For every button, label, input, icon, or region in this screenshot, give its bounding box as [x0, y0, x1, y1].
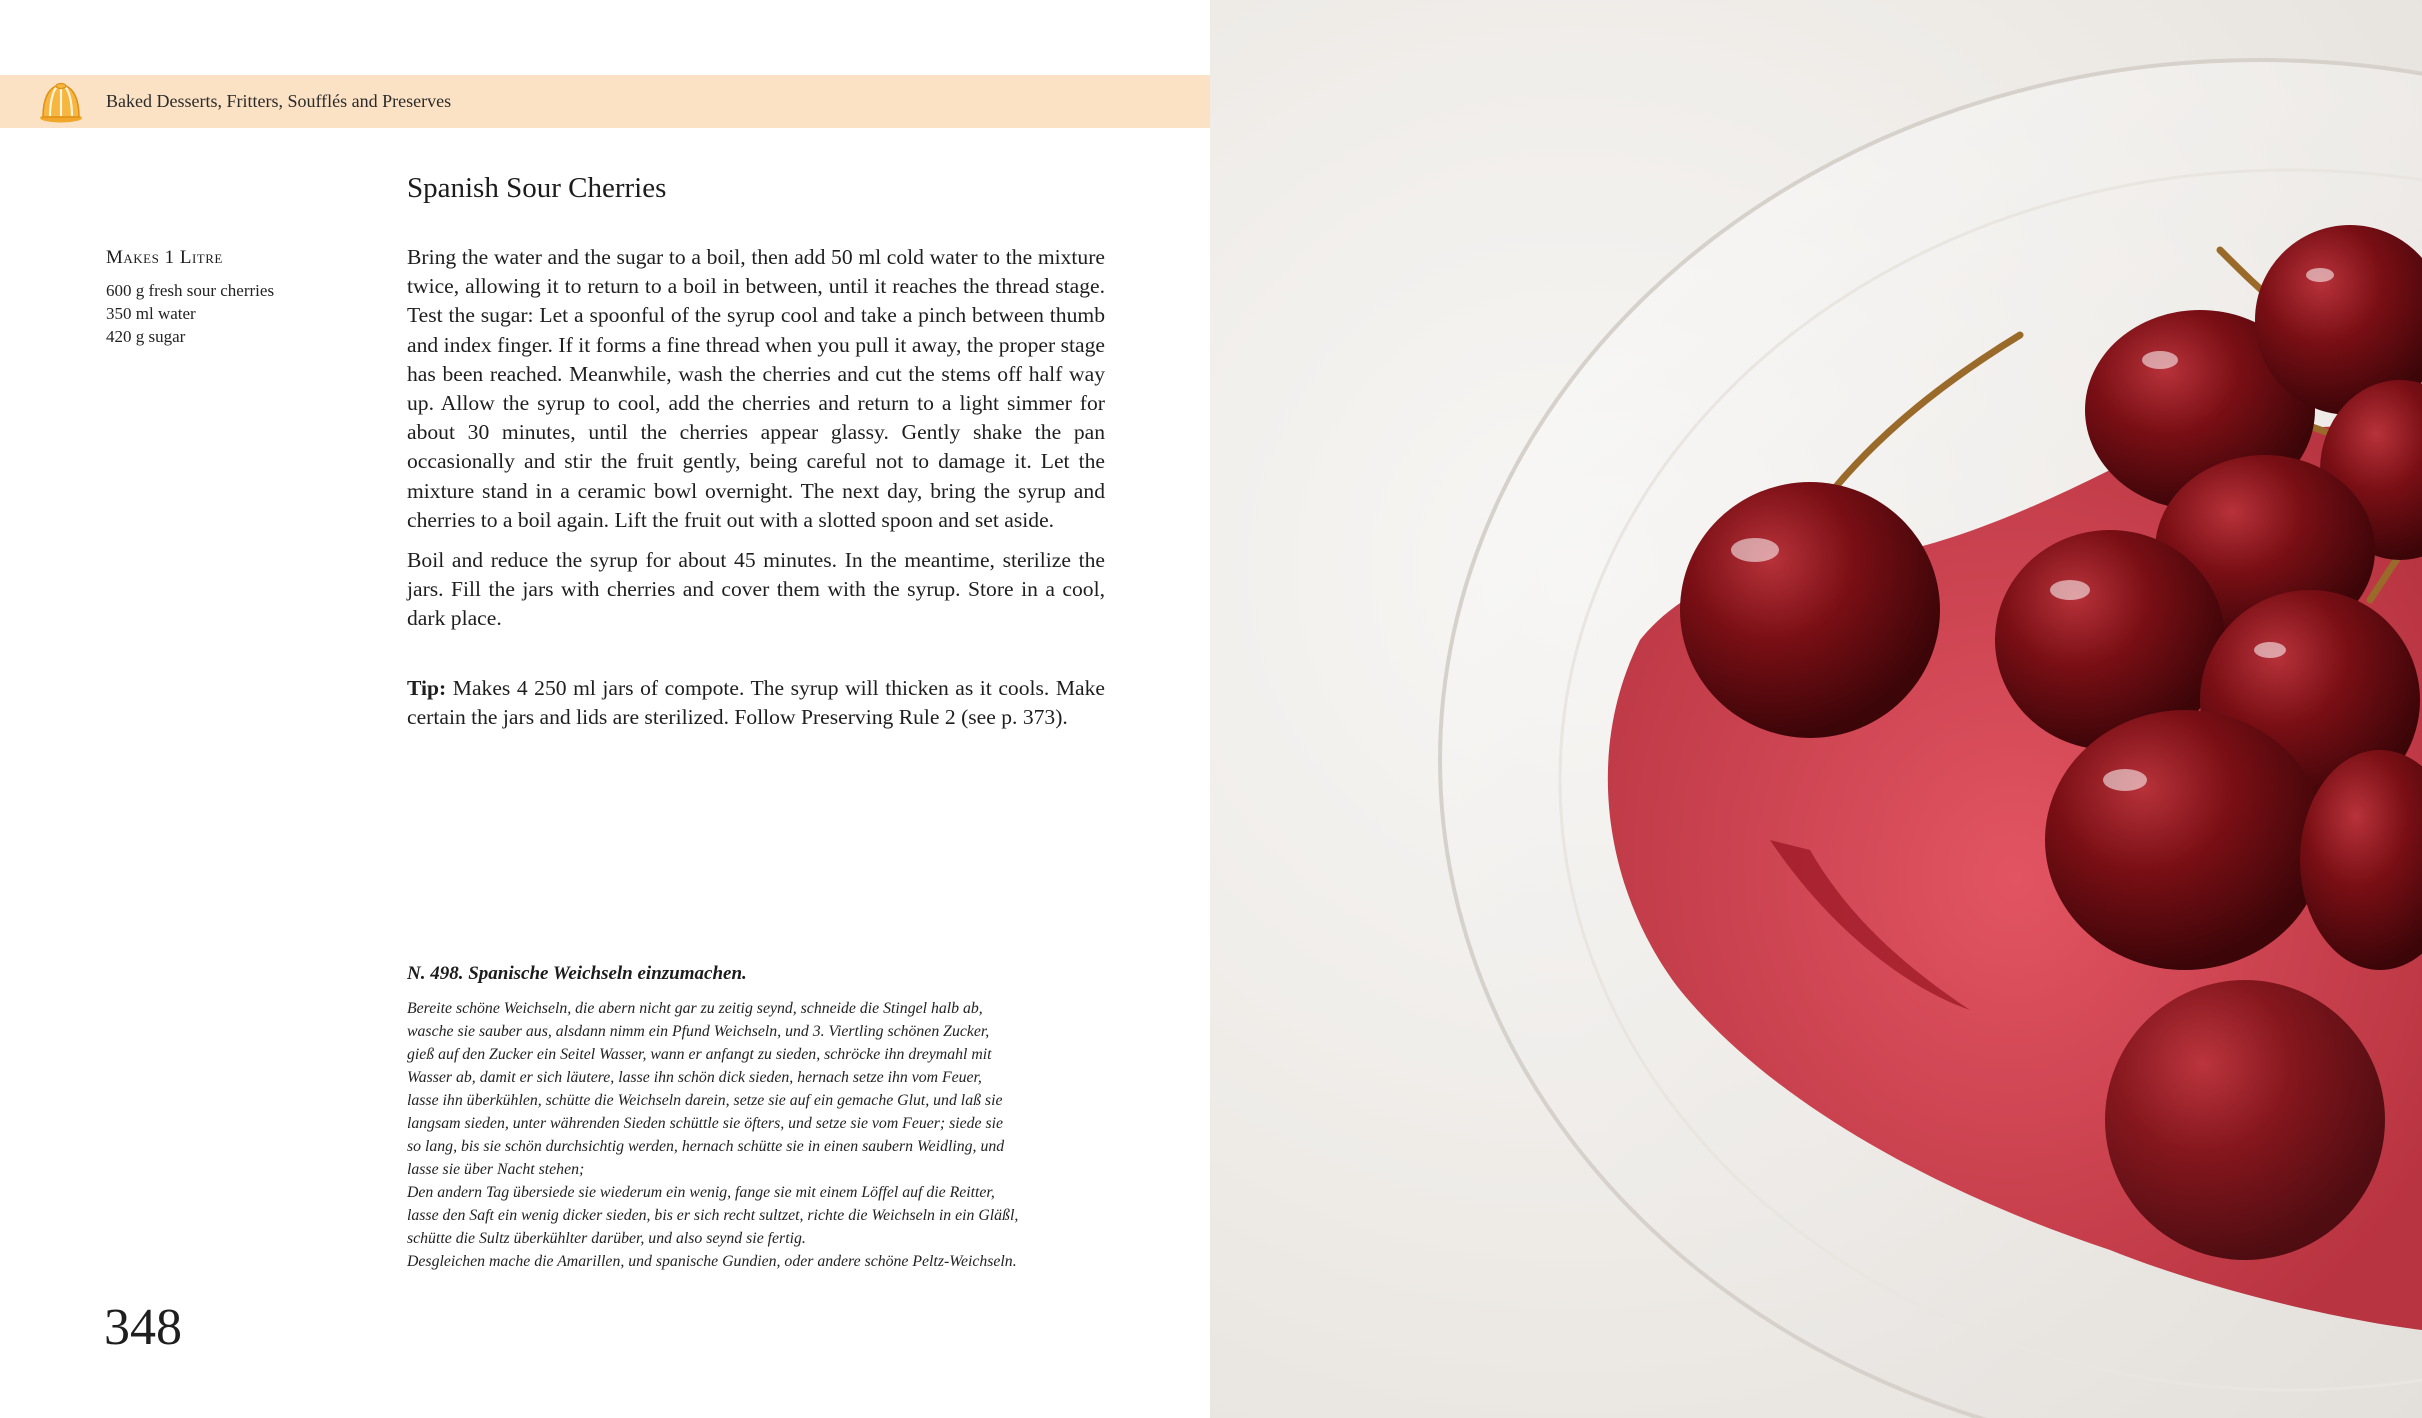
historic-line: Bereite schöne Weichseln, die abern nicht gar zu zeitig seynd, schneide die Stingel halb ab, [407, 1000, 983, 1017]
cherry [2105, 980, 2385, 1260]
recipe-title: Spanish Sour Cherries [407, 172, 667, 204]
historic-line: wasche sie sauber aus, alsdann nimm ein Pfund Weichseln, und 3. Viertling schönen Zucker, [407, 1023, 990, 1040]
page-number: 348 [104, 1299, 182, 1356]
historic-recipe [407, 963, 1105, 1273]
recipe-tip [407, 674, 1105, 732]
historic-line: lasse sie über Nacht stehen; [407, 1161, 585, 1178]
historic-line: schütte die Sultz überkühlter darüber, und also seynd sie fertig. [407, 1230, 806, 1247]
historic-line: so lang, bis sie schön durchsichtig werden, hernach schütte sie in einen saubern Weidling, und [407, 1138, 1005, 1155]
method-paragraph: Bring the water and the sugar to a boil, then add 50 ml cold water to the mixture twice, allowing it to return to a boil in between, until it reaches the thread stage. Test the sugar: Let a spoonful of the syrup cool and take a pinch between thumb and index finger. If it forms a fine thread when you pull it away, the proper stage has been reached. Meanwhile, wash the cherries and cut the stems off half way up. Allow the syrup to cool, add the cherries and return to a light simmer for about 30 minutes, until the cherries appear glassy. Gently shake the pan occasionally and stir the fruit gently, being careful not to damage it. Let the mixture stand in a ceramic bowl overnight. The next day, bring the syrup and cherries to a boil again. Lift the fruit out with a slotted spoon and set aside. [407, 245, 1105, 532]
historic-line: Den andern Tag übersiede sie wiederum ein wenig, fange sie mit einem Löffel auf die Reitter, [407, 1184, 995, 1201]
recipe-method [407, 243, 1105, 743]
ingredient-item: 420 g sugar [106, 327, 186, 346]
recipe-yield: Makes 1 Litre [106, 247, 223, 268]
running-header [0, 75, 1210, 128]
historic-line: langsam sieden, unter währenden Sieden schüttle sie öfters, und setze sie vom Feuer; siede sie [407, 1115, 1004, 1132]
historic-line: lasse den Saft ein wenig dicker sieden, bis er sich recht sultzet, richte die Weichseln in ein Gläßl, [407, 1207, 1019, 1224]
cherry-photo [1210, 0, 2422, 1418]
ingredient-list [106, 279, 336, 348]
ingredients-sidebar [106, 247, 336, 348]
historic-line: lasse ihn überkühlen, schütte die Weichseln darein, setze sie auf ein gemache Glut, und laß sie [407, 1092, 1003, 1109]
left-page [0, 0, 1210, 1418]
historic-line: Desgleichen mache die Amarillen, und spanische Gundien, oder andere schöne Peltz-Weichseln. [407, 1253, 1017, 1270]
historic-line: Wasser ab, damit er sich läutere, lasse ihn schön dick sieden, hernach setze ihn vom Feuer, [407, 1069, 982, 1086]
cherry [1680, 482, 1940, 738]
ingredient-item: 600 g fresh sour cherries [106, 281, 275, 300]
historic-title: N. 498. Spanische Weichseln einzumachen. [407, 963, 747, 984]
tip-label: Tip: [407, 675, 447, 700]
tip-text: Makes 4 250 ml jars of compote. The syrup will thicken as it cools. Make certain the jars and lids are sterilized. Follow Preserving Rule 2 (see p. 373). [407, 675, 1105, 729]
jelly-mould-icon [38, 80, 84, 124]
cherries-illustration [1210, 0, 2422, 1418]
method-paragraph: Boil and reduce the syrup for about 45 minutes. In the meantime, sterilize the jars. Fill the jars with cherries and cover them with the syrup. Store in a cool, dark place. [407, 548, 1105, 631]
cherry [2045, 710, 2325, 970]
section-title: Baked Desserts, Fritters, Soufflés and Preserves [106, 91, 452, 111]
ingredient-item: 350 ml water [106, 304, 196, 323]
historic-line: gieß auf den Zucker ein Seitel Wasser, wann er anfangt zu sieden, schröcke ihn dreymahl mit [407, 1046, 992, 1063]
